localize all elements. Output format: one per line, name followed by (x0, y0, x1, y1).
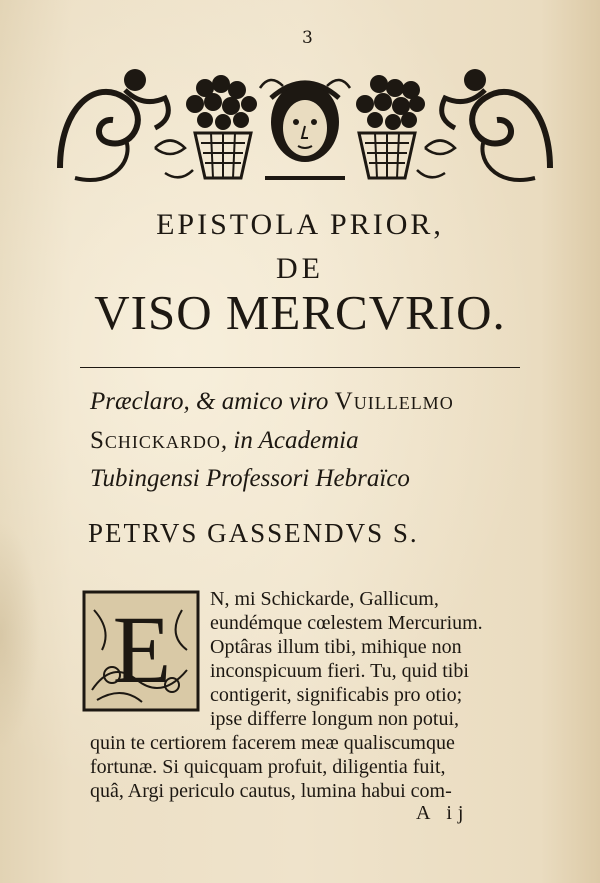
title-line-2: DE (276, 252, 324, 285)
dedication-line-1 (90, 388, 560, 416)
author-heading: PETRVS GASSENDVS S. (88, 518, 419, 548)
horizontal-rule (80, 367, 520, 368)
initial-letter: E (112, 596, 172, 703)
paper-stain (0, 520, 40, 750)
body-line-4: inconspicuum fieri. Tu, quid tibi (210, 660, 469, 682)
title-line-3: VISO MERCVRIO. (94, 285, 506, 340)
title-line-1: EPISTOLA PRIOR, (156, 208, 444, 241)
ornamental-headpiece (55, 48, 555, 190)
body-line-3: Optâras illum tibi, mihique non (210, 636, 462, 658)
page-number: 3 (302, 28, 313, 48)
body-line-1: N, mi Schickarde, Gallicum, (210, 588, 439, 610)
dedication-line-3-italic: Tubingensi Professori Hebraïco (90, 465, 410, 492)
dedication-line-3 (90, 465, 560, 493)
signature-mark: A ij (416, 802, 470, 824)
decorated-initial (82, 590, 200, 712)
body-line-2: eundémque cœlestem Mercurium. (210, 612, 483, 634)
body-line-7: quin te certiorem facerem meæ qualiscumque (90, 732, 455, 754)
body-line-5: contigerit, significabis pro otio; (210, 684, 463, 706)
body-line-9: quâ, Argi periculo cautus, lumina habui com- (90, 780, 452, 802)
dedication-line-2-italic: , in Academia (220, 427, 359, 454)
dedication-line-2 (90, 427, 560, 455)
body-line-8: fortunæ. Si quicquam profuit, diligentia fuit, (90, 756, 446, 778)
body-line-6: ipse differre longum non potui, (210, 708, 460, 730)
dedication-name-last: Schickardo (90, 427, 221, 454)
dedication-line-1-italic: Præclaro, & amico viro (90, 388, 335, 415)
dedication-name-first: Vuillelmo (334, 388, 454, 415)
